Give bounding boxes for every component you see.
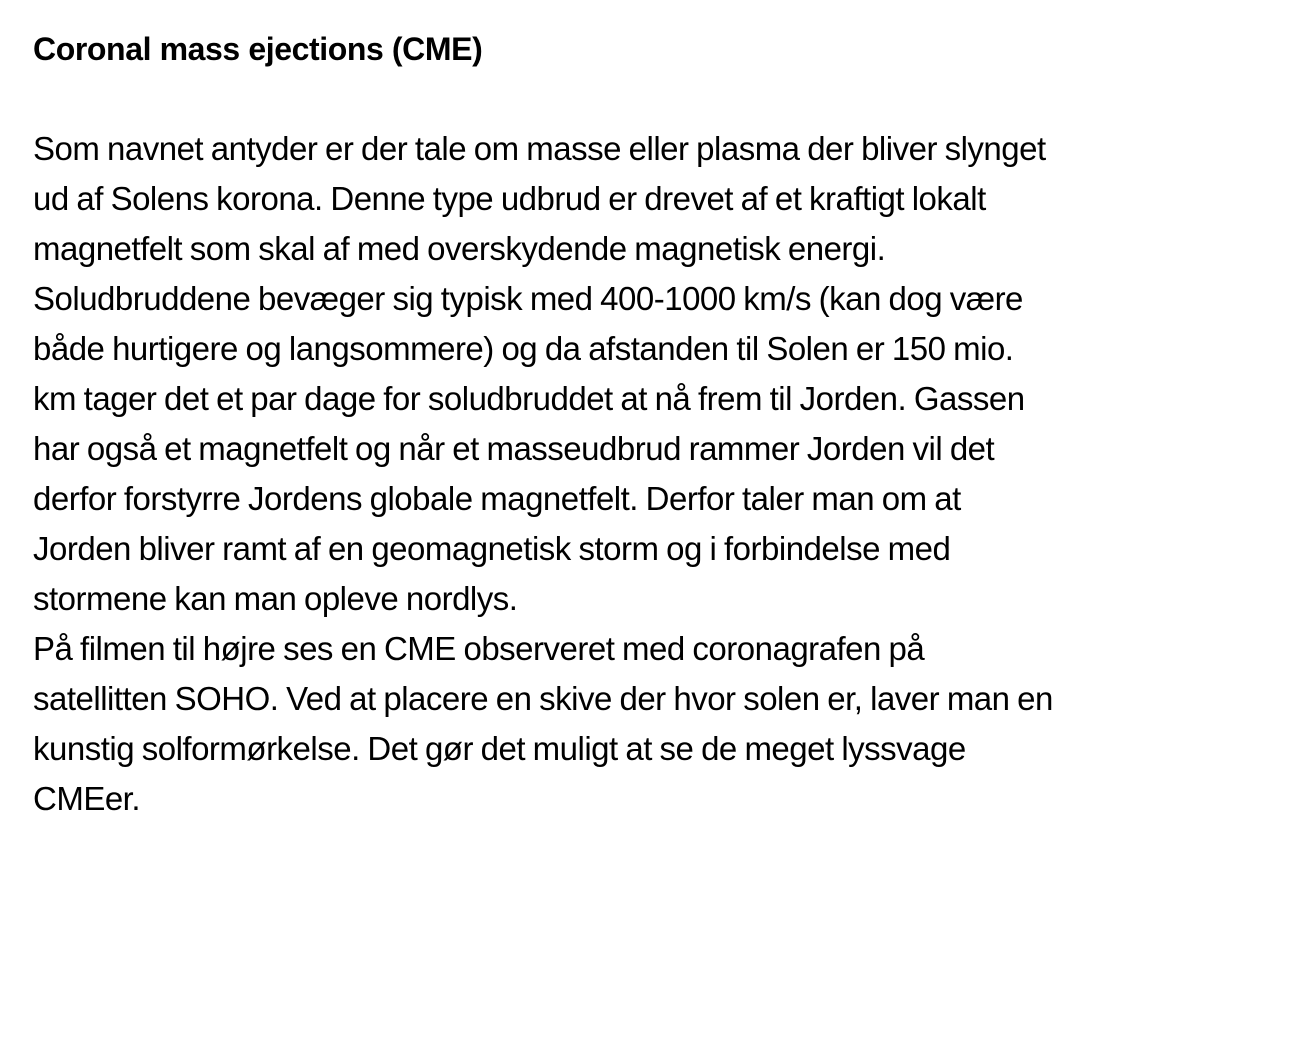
document-title: Coronal mass ejections (CME) [33,31,483,67]
paragraph-soho-film: På filmen til højre ses en CME observeret med coronagrafen på satellitten SOHO. Ved at placere en skive der hvor solen er, laver man en kunstig solformørkelse. Det gør det muligt at se de meget lyssvage CMEer. [33,630,1053,817]
paragraph-cme-description: Som navnet antyder er der tale om masse eller plasma der bliver slynget ud af Solens korona. Denne type udbrud er drevet af et kraftigt lokalt magnetfelt som skal af med overskydende magnetisk energi. Soludbruddene bevæger sig typisk med 400-1000 km/s (kan dog være både hurtigere og langsommere) og da afstanden til Solen er 150 mio. km tager det et par dage for soludbruddet at nå frem til Jorden. Gassen har også et magnetfelt og når et masseudbrud rammer Jorden vil det derfor forstyrre Jordens globale magnetfelt. Derfor taler man om at Jorden bliver ramt af en geomagnetisk storm og i forbindelse med stormene kan man opleve nordlys. [33,130,1046,617]
blank-line [33,74,1283,124]
document-body [33,24,1283,824]
